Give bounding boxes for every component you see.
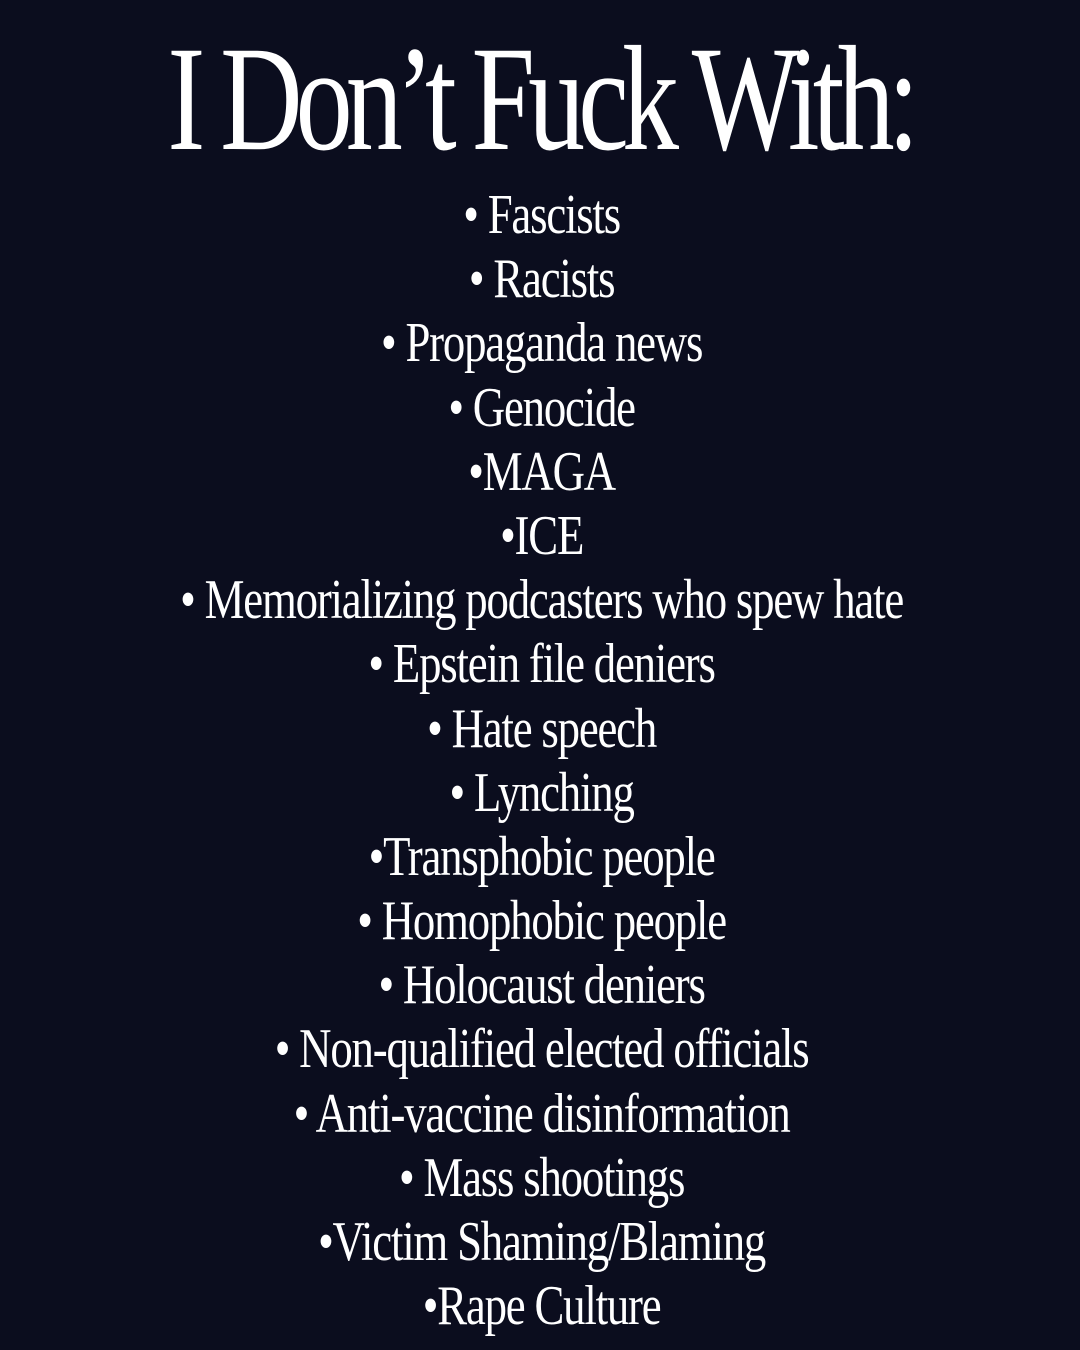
list-item: • Propaganda news xyxy=(380,312,703,375)
item-list xyxy=(0,183,1080,1338)
list-item: • Hate speech xyxy=(427,697,657,760)
list-item: • Non-qualified elected officials xyxy=(274,1018,809,1081)
list-item: • Fascists xyxy=(463,184,620,246)
list-item: • Holocaust deniers xyxy=(378,954,705,1017)
list-item: • Racists xyxy=(468,248,615,311)
list-item: • Mass shootings xyxy=(398,1146,685,1209)
list-item: • Lynching xyxy=(449,761,634,824)
list-item: •MAGA xyxy=(468,440,615,503)
list-item: •Transphobic people xyxy=(368,825,715,888)
list-item: • Epstein file deniers xyxy=(368,633,715,696)
list-item: • Anti-vaccine disinformation xyxy=(293,1082,790,1145)
list-item: •ICE xyxy=(500,504,584,567)
list-item: • Homophobic people xyxy=(357,890,726,953)
poster-title: I Don’t Fuck With: xyxy=(167,16,913,182)
list-item: • Memorializing podcasters who spew hate xyxy=(180,569,904,632)
list-item: • Genocide xyxy=(448,376,635,439)
list-item: •Rape Culture xyxy=(422,1275,661,1338)
list-item: •Victim Shaming/Blaming xyxy=(318,1211,766,1273)
